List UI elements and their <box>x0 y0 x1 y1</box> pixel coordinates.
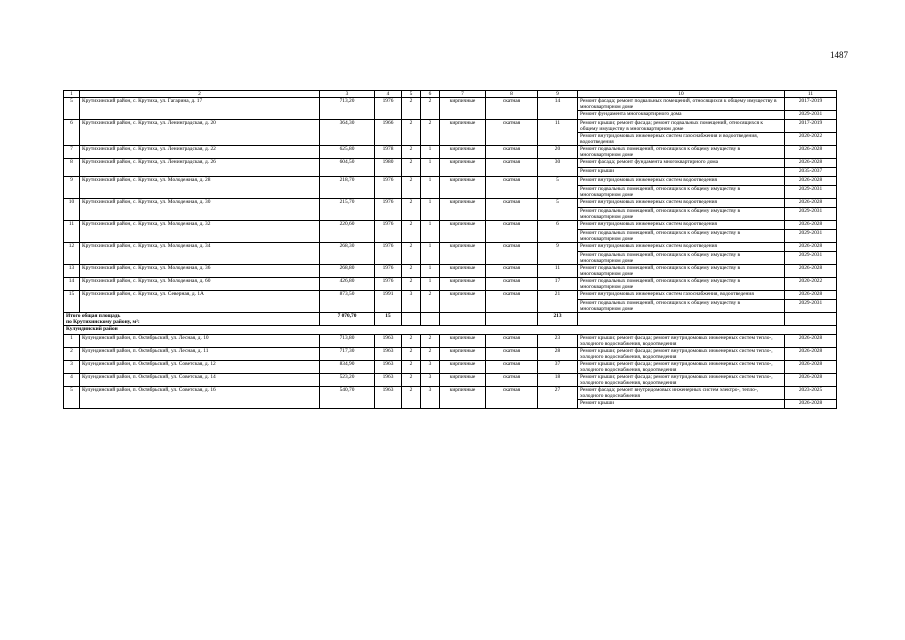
address-cell: Кулундинский район, п. Октябрьский, ул. Лесная, д. 11 <box>80 348 320 361</box>
total-label-line: Итого общая площадь <box>66 313 121 319</box>
wall-material-cell: кирпичные <box>440 361 486 374</box>
year-cell: 1963 <box>375 374 402 387</box>
empty-cell <box>785 313 837 326</box>
area-cell: 834,90 <box>320 361 375 374</box>
entrances-cell: 2 <box>421 348 440 361</box>
row-number-cell: 10 <box>64 199 80 221</box>
works-cell: Ремонт крыши; ремонт фасада; ремонт внутридомовых инженерных систем тепло-, холодного водоснабжения, водоотведения <box>578 348 785 361</box>
residents-cell: 18 <box>538 374 578 387</box>
address-cell: Крутихинский район, с. Крутиха, ул. Ленинградская, д. 26 <box>80 159 320 177</box>
total-row <box>64 313 837 326</box>
entrances-cell: 1 <box>421 265 440 278</box>
address-cell: Кулундинский район, п. Октябрьский, ул. Советская, д. 16 <box>80 387 320 409</box>
address-cell: Крутихинский район, с. Крутиха, ул. Молодежная, д. 34 <box>80 243 320 265</box>
entrances-cell: 3 <box>421 361 440 374</box>
wall-material-cell: кирпичные <box>440 98 486 120</box>
table-body <box>64 91 837 409</box>
total-label-cell <box>64 313 320 326</box>
works-cell: Ремонт внутридомовых инженерных систем водоотведения <box>578 177 785 186</box>
wall-material-cell: кирпичные <box>440 335 486 348</box>
works-cell: Ремонт крыши; ремонт фасада; ремонт внутридомовых инженерных систем тепло-, холодного водоснабжения, водоотведения <box>578 335 785 348</box>
table-row <box>64 361 837 374</box>
area-cell: 215,70 <box>320 199 375 221</box>
year-cell: 1976 <box>375 98 402 120</box>
works-cell: Ремонт фасада; ремонт фундамента многоквартирного дома <box>578 159 785 168</box>
works-cell: Ремонт крыши; ремонт фасада; ремонт внутридомовых инженерных систем тепло-, холодного водоснабжения, водоотведения <box>578 361 785 374</box>
roof-type-cell: скатная <box>486 335 538 348</box>
repair-register-table <box>63 90 837 409</box>
year-cell: 1963 <box>375 361 402 374</box>
works-cell: Ремонт подвальных помещений, относящихся к общему имуществу в многоквартирном доме <box>578 252 785 265</box>
period-cell: 2029-2031 <box>785 300 837 313</box>
row-number-cell: 9 <box>64 177 80 199</box>
address-cell: Крутихинский район, с. Крутиха, ул. Молодежная, д. 36 <box>80 265 320 278</box>
floors-cell: 2 <box>402 159 421 177</box>
column-number-cell: 10 <box>578 91 785 98</box>
period-cell: 2026-2028 <box>785 243 837 252</box>
year-cell: 1976 <box>375 199 402 221</box>
address-cell: Крутихинский район, с. Крутиха, ул. Молодежная, д. 30 <box>80 199 320 221</box>
roof-type-cell: скатная <box>486 374 538 387</box>
column-number-cell: 11 <box>785 91 837 98</box>
area-cell: 426,80 <box>320 278 375 291</box>
period-cell: 2026-2028 <box>785 291 837 300</box>
entrances-cell: 2 <box>421 120 440 146</box>
residents-cell: 27 <box>538 387 578 409</box>
period-cell: 2035-2037 <box>785 168 837 177</box>
roof-type-cell: скатная <box>486 159 538 177</box>
address-cell: Кулундинский район, п. Октябрьский, ул. Советская, д. 14 <box>80 374 320 387</box>
residents-cell: 30 <box>538 159 578 177</box>
roof-type-cell: скатная <box>486 177 538 199</box>
row-number-cell: 7 <box>64 146 80 159</box>
works-cell: Ремонт внутридомовых инженерных систем газоснабжения, водоотведения <box>578 291 785 300</box>
column-number-cell: 4 <box>375 91 402 98</box>
period-cell: 2026-2028 <box>785 221 837 230</box>
works-cell: Ремонт подвальных помещений, относящихся к общему имуществу в многоквартирном доме <box>578 230 785 243</box>
page-number: 1487 <box>830 50 848 60</box>
roof-type-cell: скатная <box>486 265 538 278</box>
period-cell: 2023-2025 <box>785 387 837 400</box>
floors-cell: 2 <box>402 98 421 120</box>
address-cell: Крутихинский район, с. Крутиха, ул. Гагарина, д. 17 <box>80 98 320 120</box>
area-cell: 625,80 <box>320 146 375 159</box>
row-number-cell: 14 <box>64 278 80 291</box>
table-row <box>64 120 837 133</box>
roof-type-cell: скатная <box>486 348 538 361</box>
address-cell: Крутихинский район, с. Крутиха, ул. Северная, д. 1А <box>80 291 320 313</box>
period-cell: 2020-2022 <box>785 133 837 146</box>
row-number-cell: 2 <box>64 348 80 361</box>
table-row <box>64 98 837 111</box>
works-cell: Ремонт подвальных помещений, относящихся к общему имуществу в многоквартирном доме <box>578 265 785 278</box>
floors-cell: 2 <box>402 361 421 374</box>
wall-material-cell: кирпичные <box>440 291 486 313</box>
entrances-cell: 1 <box>421 159 440 177</box>
table-row <box>64 177 837 186</box>
period-cell: 2017-2019 <box>785 120 837 133</box>
works-cell: Ремонт крыши <box>578 400 785 409</box>
roof-type-cell: скатная <box>486 98 538 120</box>
year-cell: 1976 <box>375 278 402 291</box>
total-area-cell: 7 070,70 <box>320 313 375 326</box>
column-number-cell: 7 <box>440 91 486 98</box>
area-cell: 268,30 <box>320 243 375 265</box>
floors-cell: 2 <box>402 177 421 199</box>
area-cell: 713,20 <box>320 98 375 120</box>
column-number-cell: 5 <box>402 91 421 98</box>
roof-type-cell: скатная <box>486 361 538 374</box>
roof-type-cell: скатная <box>486 387 538 409</box>
period-cell: 2026-2028 <box>785 199 837 208</box>
area-cell: 873,50 <box>320 291 375 313</box>
year-cell: 1963 <box>375 348 402 361</box>
row-number-cell: 15 <box>64 291 80 313</box>
period-cell: 2026-2028 <box>785 265 837 278</box>
residents-cell: 17 <box>538 278 578 291</box>
area-cell: 268,80 <box>320 265 375 278</box>
period-cell: 2029-2031 <box>785 230 837 243</box>
row-number-cell: 5 <box>64 98 80 120</box>
works-cell: Ремонт фасада; ремонт подвальных помещений, относящихся к общему имуществу в многоквартирном доме <box>578 98 785 111</box>
wall-material-cell: кирпичные <box>440 120 486 146</box>
residents-cell: 37 <box>538 361 578 374</box>
floors-cell: 2 <box>402 335 421 348</box>
table-row <box>64 159 837 168</box>
roof-type-cell: скатная <box>486 221 538 243</box>
table-row <box>64 221 837 230</box>
area-cell: 713,80 <box>320 335 375 348</box>
address-cell: Кулундинский район, п. Октябрьский, ул. Советская, д. 12 <box>80 361 320 374</box>
period-cell: 2029-2031 <box>785 111 837 120</box>
roof-type-cell: скатная <box>486 291 538 313</box>
area-cell: 220,60 <box>320 221 375 243</box>
residents-cell: 28 <box>538 348 578 361</box>
works-cell: Ремонт крыши; ремонт фасада; ремонт подвальных помещений, относящихся к общему имуществу в многоквартирном доме <box>578 120 785 133</box>
period-cell: 2029-2031 <box>785 186 837 199</box>
floors-cell: 2 <box>402 199 421 221</box>
year-cell: 1976 <box>375 265 402 278</box>
row-number-cell: 12 <box>64 243 80 265</box>
table-row <box>64 387 837 400</box>
residents-cell: 11 <box>538 120 578 146</box>
period-cell: 2026-2028 <box>785 335 837 348</box>
column-number-cell: 3 <box>320 91 375 98</box>
year-cell: 1978 <box>375 146 402 159</box>
total-floors-cell: 15 <box>375 313 402 326</box>
works-cell: Ремонт подвальных помещений, относящихся к общему имуществу в многоквартирном доме <box>578 278 785 291</box>
table-row <box>64 348 837 361</box>
floors-cell: 2 <box>402 265 421 278</box>
row-number-cell: 6 <box>64 120 80 146</box>
wall-material-cell: кирпичные <box>440 348 486 361</box>
wall-material-cell: кирпичные <box>440 159 486 177</box>
period-cell: 2026-2028 <box>785 159 837 168</box>
works-cell: Ремонт подвальных помещений, относящихся к общему имуществу в многоквартирном доме <box>578 300 785 313</box>
area-cell: 604,50 <box>320 159 375 177</box>
empty-cell <box>578 313 785 326</box>
residents-cell: 5 <box>538 199 578 221</box>
floors-cell: 2 <box>402 387 421 409</box>
row-number-cell: 5 <box>64 387 80 409</box>
wall-material-cell: кирпичные <box>440 278 486 291</box>
works-cell: Ремонт крыши; ремонт фасада; ремонт внутридомовых инженерных систем тепло-, холодного водоснабжения, водоотведения <box>578 374 785 387</box>
year-cell: 1980 <box>375 159 402 177</box>
district-row <box>64 326 837 335</box>
roof-type-cell: скатная <box>486 120 538 146</box>
column-number-cell: 9 <box>538 91 578 98</box>
wall-material-cell: кирпичные <box>440 387 486 409</box>
works-cell: Ремонт фундамента многоквартирного дома <box>578 111 785 120</box>
period-cell: 2026-2028 <box>785 361 837 374</box>
entrances-cell: 3 <box>421 387 440 409</box>
empty-cell <box>421 313 440 326</box>
entrances-cell: 1 <box>421 278 440 291</box>
area-cell: 540,70 <box>320 387 375 409</box>
period-cell: 2017-2019 <box>785 98 837 111</box>
column-number-cell: 1 <box>64 91 80 98</box>
works-cell: Ремонт внутридомовых инженерных систем водоотведения <box>578 221 785 230</box>
area-cell: 523,20 <box>320 374 375 387</box>
floors-cell: 2 <box>402 146 421 159</box>
table-row <box>64 278 837 291</box>
entrances-cell: 3 <box>421 374 440 387</box>
wall-material-cell: кирпичные <box>440 177 486 199</box>
wall-material-cell: кирпичные <box>440 146 486 159</box>
year-cell: 1976 <box>375 243 402 265</box>
year-cell: 1976 <box>375 177 402 199</box>
residents-cell: 23 <box>538 335 578 348</box>
year-cell: 1966 <box>375 120 402 146</box>
wall-material-cell: кирпичные <box>440 199 486 221</box>
entrances-cell: 2 <box>421 335 440 348</box>
entrances-cell: 1 <box>421 221 440 243</box>
residents-cell: 20 <box>538 146 578 159</box>
table-row <box>64 243 837 252</box>
wall-material-cell: кирпичные <box>440 265 486 278</box>
empty-cell <box>486 313 538 326</box>
year-cell: 1991 <box>375 291 402 313</box>
residents-cell: 9 <box>538 243 578 265</box>
row-number-cell: 3 <box>64 361 80 374</box>
table-row <box>64 146 837 159</box>
column-number-cell: 8 <box>486 91 538 98</box>
row-number-cell: 13 <box>64 265 80 278</box>
entrances-cell: 1 <box>421 199 440 221</box>
table-row <box>64 291 837 300</box>
entrances-cell: 1 <box>421 146 440 159</box>
header-row <box>64 91 837 98</box>
address-cell: Крутихинский район, с. Крутиха, ул. Ленинградская, д. 22 <box>80 146 320 159</box>
total-label-line: по Крутихинскому району, м²: <box>66 319 140 325</box>
table-row <box>64 199 837 208</box>
floors-cell: 2 <box>402 120 421 146</box>
residents-cell: 5 <box>538 177 578 199</box>
column-number-cell: 2 <box>80 91 320 98</box>
period-cell: 2029-2031 <box>785 252 837 265</box>
period-cell: 2026-2028 <box>785 348 837 361</box>
period-cell: 2026-2028 <box>785 400 837 409</box>
row-number-cell: 1 <box>64 335 80 348</box>
table-row <box>64 374 837 387</box>
floors-cell: 2 <box>402 278 421 291</box>
period-cell: 2026-2028 <box>785 146 837 159</box>
floors-cell: 2 <box>402 374 421 387</box>
column-number-cell: 6 <box>421 91 440 98</box>
area-cell: 364,30 <box>320 120 375 146</box>
residents-cell: 21 <box>538 291 578 313</box>
works-cell: Ремонт внутридомовых инженерных систем газоснабжения и водоотведения, водоотведения <box>578 133 785 146</box>
entrances-cell: 2 <box>421 291 440 313</box>
period-cell: 2026-2028 <box>785 374 837 387</box>
entrances-cell: 1 <box>421 177 440 199</box>
works-cell: Ремонт подвальных помещений, относящихся к общему имуществу в многоквартирном доме <box>578 146 785 159</box>
row-number-cell: 11 <box>64 221 80 243</box>
roof-type-cell: скатная <box>486 243 538 265</box>
row-number-cell: 8 <box>64 159 80 177</box>
wall-material-cell: кирпичные <box>440 374 486 387</box>
wall-material-cell: кирпичные <box>440 221 486 243</box>
address-cell: Кулундинский район, п. Октябрьский, ул. Лесная, д. 10 <box>80 335 320 348</box>
empty-cell <box>440 313 486 326</box>
year-cell: 1963 <box>375 335 402 348</box>
total-count-cell: 213 <box>538 313 578 326</box>
residents-cell: 11 <box>538 265 578 278</box>
roof-type-cell: скатная <box>486 278 538 291</box>
period-cell: 2026-2028 <box>785 177 837 186</box>
works-cell: Ремонт крыши <box>578 168 785 177</box>
floors-cell: 3 <box>402 291 421 313</box>
entrances-cell: 1 <box>421 243 440 265</box>
table-row <box>64 265 837 278</box>
roof-type-cell: скатная <box>486 199 538 221</box>
address-cell: Крутихинский район, с. Крутиха, ул. Ленинградская, д. 20 <box>80 120 320 146</box>
empty-cell <box>402 313 421 326</box>
residents-cell: 6 <box>538 221 578 243</box>
roof-type-cell: скатная <box>486 146 538 159</box>
wall-material-cell: кирпичные <box>440 243 486 265</box>
entrances-cell: 2 <box>421 98 440 120</box>
residents-cell: 14 <box>538 98 578 120</box>
works-cell: Ремонт подвальных помещений, относящихся к общему имуществу в многоквартирном доме <box>578 186 785 199</box>
year-cell: 1963 <box>375 387 402 409</box>
period-cell: 2020-2022 <box>785 278 837 291</box>
floors-cell: 2 <box>402 221 421 243</box>
floors-cell: 2 <box>402 348 421 361</box>
row-number-cell: 4 <box>64 374 80 387</box>
works-cell: Ремонт подвальных помещений, относящихся к общему имуществу в многоквартирном доме <box>578 208 785 221</box>
works-cell: Ремонт внутридомовых инженерных систем водоотведения <box>578 199 785 208</box>
address-cell: Крутихинский район, с. Крутиха, ул. Молодежная, д. 28 <box>80 177 320 199</box>
district-name-cell: Кулундинский район <box>64 326 837 335</box>
period-cell: 2029-2031 <box>785 208 837 221</box>
area-cell: 218,70 <box>320 177 375 199</box>
floors-cell: 2 <box>402 243 421 265</box>
address-cell: Крутихинский район, с. Крутиха, ул. Молодежная, д. 60 <box>80 278 320 291</box>
works-cell: Ремонт фасада; ремонт внутридомовых инженерных систем электро-, тепло-, холодного водоснабжения <box>578 387 785 400</box>
works-cell: Ремонт внутридомовых инженерных систем водоотведения <box>578 243 785 252</box>
table-row <box>64 335 837 348</box>
address-cell: Крутихинский район, с. Крутиха, ул. Молодежная, д. 32 <box>80 221 320 243</box>
year-cell: 1976 <box>375 221 402 243</box>
area-cell: 717,30 <box>320 348 375 361</box>
